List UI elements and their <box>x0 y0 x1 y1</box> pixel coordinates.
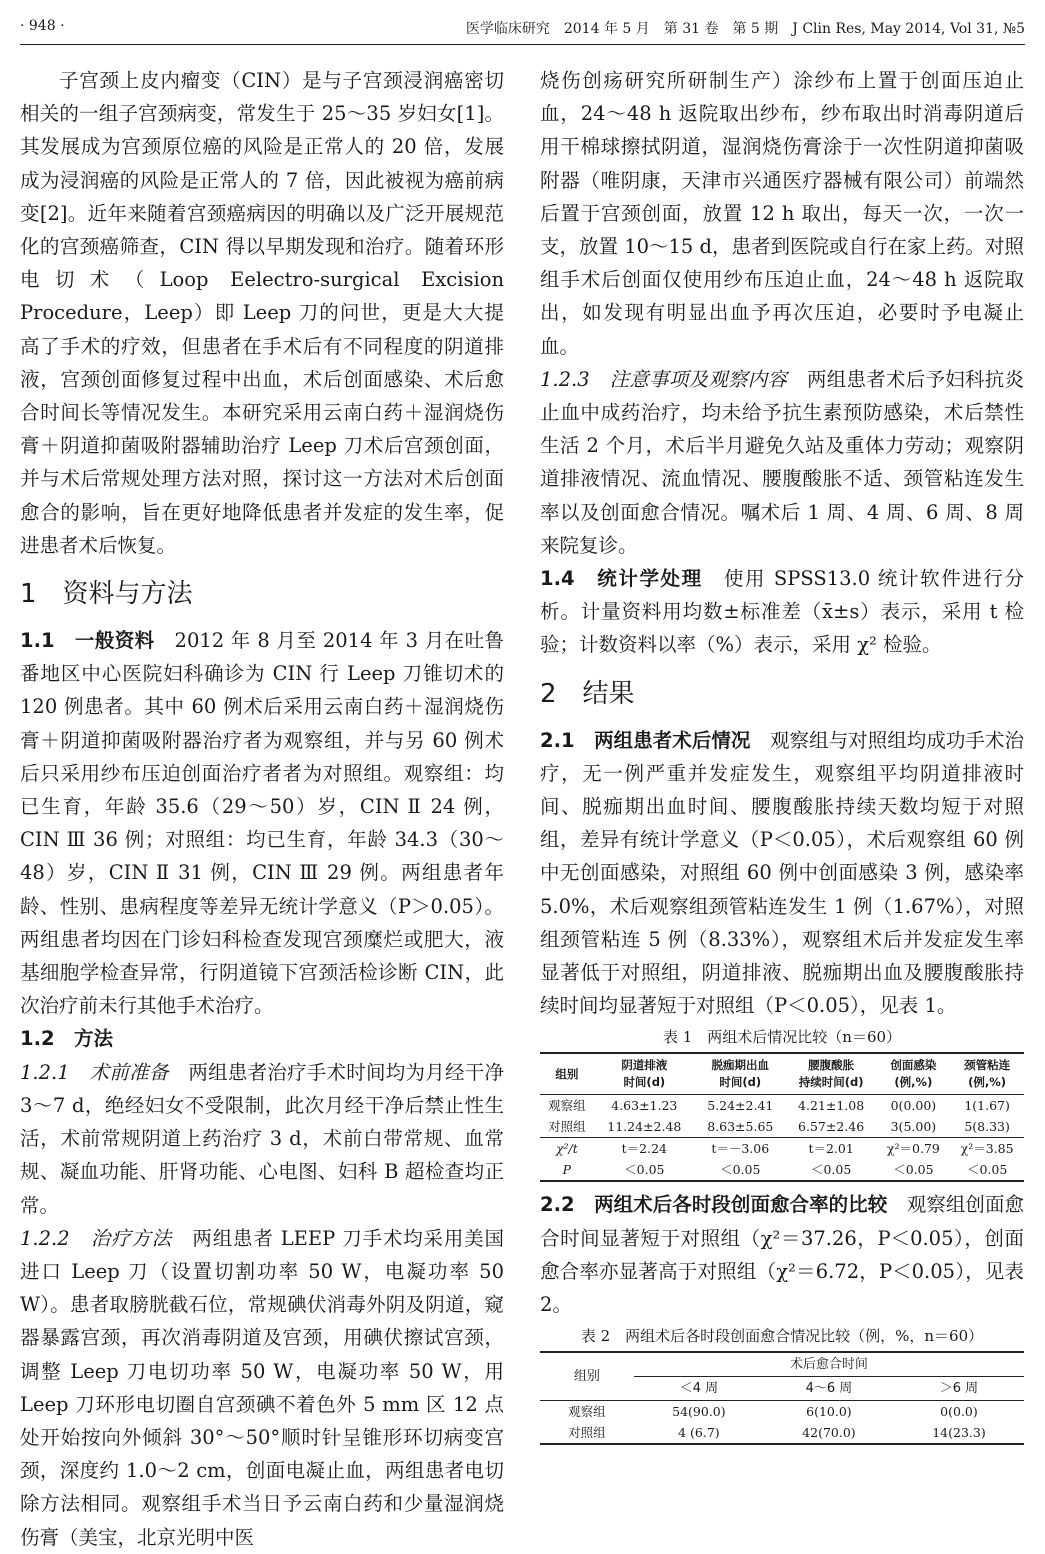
table-1-header-cell: 脱痂期出血 时间(d) <box>711 1058 770 1090</box>
intro-paragraph: 子宫颈上皮内瘤变（CIN）是与子宫颈浸润癌密切相关的一组子宫颈病变，常发生于 25～35 岁妇女[1]。其发展成为宫颈原位癌的风险是正常人的 20 倍，发展成为浸润癌的风险是正常人的 7 倍，因此被视为癌前病变[2]。近年来随着宫颈癌病因的明确以及广泛开展规范化的宫颈癌筛查，CIN 得以早期发现和治疗。随着环形电切术（Loop Eelectro-surgical Excision Procedure，Leep）即 Leep 刀的问世，更是大大提高了手术的疗效，但患者在手术后有不同程度的阴道排液，宫颈创面修复过程中出血，术后创面感染、术后愈合时间长等情况发生。本研究采用云南白药＋湿润烧伤膏＋阴道抑菌吸附器辅助治疗 Leep 刀术后宫颈创面，并与术后常规处理方法对照，探讨这一方法对术后创面愈合的影响，旨在更好地降低患者并发症的发生率，促进患者术后恢复。 <box>20 69 504 557</box>
table-2-header-cell: ＜4 周 <box>679 1381 719 1397</box>
table-1-header-cell: 创面感染 (例,%) <box>890 1058 937 1090</box>
table-cell: 4.21±1.08 <box>798 1098 865 1114</box>
table-row <box>540 1116 1024 1138</box>
section-1-4 <box>540 562 1024 662</box>
table-cell: ＜0.05 <box>624 1162 665 1178</box>
table-cell: 8.63±5.65 <box>707 1119 774 1135</box>
table-2 <box>540 1351 1024 1445</box>
section-1-2-3-text: 两组患者术后予妇科抗炎止血中成药治疗，均未给予抗生素预防感染，术后禁性生活 2 个月，术后半月避免久站及重体力劳动；观察阴道排液情况、流血情况、腰腹酸胀不适、颈管粘连发生率以及创面愈合情况。嘱术后 1 周、4 周、6 周、8 周来院复诊。 <box>540 367 1024 557</box>
table-cell: ＜0.05 <box>810 1162 852 1178</box>
section-1-2-2 <box>20 1222 504 1554</box>
table-cell: 对照组 <box>548 1119 586 1135</box>
table-cell: 11.24±2.48 <box>607 1119 682 1135</box>
table-1-caption: 表 1 两组术后情况比较（n＝60） <box>662 1028 902 1047</box>
section-1-4-label: 1.4 统计学处理 <box>540 567 703 591</box>
section-1-2-1 <box>20 1056 504 1222</box>
table-row <box>540 1138 1024 1160</box>
table-cell: 5(8.33) <box>964 1119 1010 1135</box>
section-1-1-text: 2012 年 8 月至 2014 年 3 月在吐鲁番地区中心医院妇科确诊为 CIN 行 Leep 刀锥切术的 120 例患者。其中 60 例术后采用云南白药＋湿润烧伤膏＋阴道抑菌吸附器治疗者为观察组，并与另 60 例术后只采用纱布压迫创面治疗者者为对照组。观察组：均已生育，年龄 35.6（29～50）岁，CIN Ⅱ 24 例，CIN Ⅲ 36 例；对照组：均已生育，年龄 34.3（30～48）岁，CIN Ⅱ 31 例，CIN Ⅲ 29 例。两组患者年龄、性别、患病程度等差异无统计学意义（P＞0.05）。两组患者均因在门诊妇科检查发现宫颈糜烂或肥大，液基细胞学检查异常，行阴道镜下宫颈活检诊断 CIN，此次治疗前未行其他手术治疗。 <box>20 629 504 1018</box>
table-cell: 1(1.67) <box>964 1098 1010 1114</box>
section-1-title: 1 资料与方法 <box>20 579 193 610</box>
continued-paragraph: 烧伤创疡研究所研制生产）涂纱布上置于创面压迫止血，24～48 h 返院取出纱布，纱布取出时消毒阴道后用干棉球擦拭阴道，湿润烧伤膏涂于一次性阴道抑菌吸附器（唯阴康，天津市兴通医疗器械有限公司）前端然后置于宫颈创面，放置 12 h 取出，每天一次，一次一支，放置 10～15 d，患者到医院或自行在家上药。对照组手术后创面仅使用纱布压迫止血，24～48 h 返院取出，如发现有明显出血予再次压迫，必要时予电凝止血。 <box>540 69 1025 358</box>
section-1-1-label: 1.1 一般资料 <box>20 629 155 653</box>
table-cell: 5.24±2.41 <box>707 1098 774 1114</box>
table-cell: 42(70.0) <box>802 1425 856 1441</box>
table-cell: 观察组 <box>548 1098 586 1114</box>
table-cell: ＜0.05 <box>720 1162 761 1178</box>
table-2-header-row <box>540 1352 1024 1377</box>
table-cell: χ²＝3.85 <box>960 1141 1014 1157</box>
table-row <box>540 1401 1024 1423</box>
section-2-2 <box>540 1188 1024 1321</box>
section-1-2-label: 1.2 方法 <box>20 1027 114 1051</box>
section-2-2-label: 2.2 两组术后各时段创面愈合率的比较 <box>540 1193 888 1217</box>
section-1-4-text: 使用 SPSS13.0 统计软件进行分析。计量资料用均数±标准差（x̄±s）表示，采用 t 检验；计数资料以率（%）表示，采用 χ² 检验。 <box>540 567 1025 657</box>
section-1-2-1-label: 1.2.1 术前准备 <box>20 1060 169 1084</box>
left-column <box>20 64 504 1554</box>
table-cell: 6(10.0) <box>806 1404 852 1420</box>
table-cell: 4 (6.7) <box>678 1425 720 1441</box>
table-row <box>540 1159 1024 1181</box>
section-1-1 <box>20 624 504 1022</box>
table-cell: ＜0.05 <box>966 1162 1008 1178</box>
page-number: · 948 · <box>20 18 65 34</box>
table-cell: 54(90.0) <box>672 1404 726 1420</box>
right-column <box>540 64 1024 1445</box>
table-2-header-cell: ＞6 周 <box>939 1381 979 1397</box>
section-2-1-label: 2.1 两组患者术后情况 <box>540 728 751 752</box>
section-1-2-1-text: 两组患者治疗手术时间均为月经干净 3～7 d，绝经妇女不受限制，此次月经干净后禁止性生活，术前常规阴道上药治疗 3 d，术前白带常规、血常规、凝血功能、肝肾功能、心电图、妇科 B 超检查均正常。 <box>20 1060 504 1217</box>
table-1-header-cell: 组别 <box>555 1066 579 1081</box>
table-cell: 对照组 <box>568 1425 606 1441</box>
section-1-2-3-label: 1.2.3 注意事项及观察内容 <box>540 367 788 391</box>
journal-running-head: 医学临床研究 2014 年 5 月 第 31 卷 第 5 期 J Clin Res, May 2014, Vol 31, №5 <box>465 21 1025 37</box>
section-1-2-3 <box>540 363 1024 562</box>
table-cell: t＝2.24 <box>621 1141 667 1157</box>
table-cell: P <box>562 1162 572 1178</box>
table-cell: ＜0.05 <box>893 1162 934 1178</box>
page-header <box>20 14 1025 45</box>
section-2-1 <box>540 724 1024 1023</box>
table-row <box>540 1422 1024 1444</box>
table-1-header-row <box>540 1053 1024 1095</box>
table-cell: χ²＝0.79 <box>886 1141 940 1157</box>
table-1-header-cell: 腰腹酸胀 持续时间(d) <box>798 1058 864 1090</box>
table-cell: 0(0.0) <box>940 1404 978 1420</box>
table-cell: 6.57±2.46 <box>798 1119 865 1135</box>
section-2-1-text: 观察组与对照组均成功手术治疗，无一例严重并发症发生，观察组平均阴道排液时间、脱痂期出血时间、腰腹酸胀持续天数均短于对照组，差异有统计学意义（P＜0.05），术后观察组 60 例中无创面感染，对照组 60 例中创面感染 3 例，感染率 5.0%，术后观察组颈管粘连发生 1 例（1.67%），对照组颈管粘连 5 例（8.33%），观察组术后并发症发生率显著低于对照组，阴道排液、脱痂期出血及腰腹酸胀持续时间均显著短于对照组（P＜0.05），见表 1。 <box>540 728 1024 1018</box>
table-cell: 14(23.3) <box>932 1425 986 1441</box>
table-cell: t＝－3.06 <box>711 1141 770 1157</box>
table-cell: 0(0.00) <box>890 1098 937 1114</box>
table-2-caption: 表 2 两组术后各时段创面愈合情况比较（例，%，n＝60） <box>580 1327 984 1346</box>
table-cell: t＝2.01 <box>808 1141 854 1157</box>
section-1-2-2-label: 1.2.2 治疗方法 <box>20 1226 173 1250</box>
table-cell: 4.63±1.23 <box>611 1098 678 1114</box>
table-1-header-cell: 阴道排液 时间(d) <box>621 1058 668 1090</box>
table-row <box>540 1095 1024 1117</box>
table-cell: 观察组 <box>568 1404 606 1420</box>
table-2-header-cell: 术后愈合时间 <box>634 1352 1024 1377</box>
table-cell: χ²/t <box>555 1141 578 1157</box>
section-1-2-2-text: 两组患者 LEEP 刀手术均采用美国进口 Leep 刀（设置切割功率 50 W，电凝功率 50 W）。患者取膀胱截石位，常规碘伏消毒外阴及阴道，窥器暴露宫颈，再次消毒阴道及宫颈，用碘伏擦试宫颈，调整 Leep 刀电切功率 50 W，电凝功率 50 W，用 Leep 刀环形电切圈自宫颈碘不着色外 5 mm 区 12 点处开始按向外倾斜 30°～50°顺时针呈锥形环切病变宫颈，深度约 1.0～2 cm，创面电凝止血，两组患者电切除方法相同。观察组手术当日予云南白药和少量湿润烧伤膏（美宝，北京光明中医 <box>20 1226 505 1549</box>
table-cell: 3(5.00) <box>890 1119 937 1135</box>
section-2-2-text: 观察组创面愈合时间显著短于对照组（χ²＝37.26，P＜0.05），创面愈合率亦显著高于对照组（χ²＝6.72，P＜0.05），见表 2。 <box>540 1193 1024 1317</box>
table-1-header-cell: 颈管粘连 (例,%) <box>964 1058 1011 1090</box>
table-1 <box>540 1052 1024 1182</box>
table-2-header-cell: 组别 <box>540 1352 634 1401</box>
table-2-header-cell: 4～6 周 <box>805 1381 853 1397</box>
section-2-title: 2 结果 <box>540 678 635 709</box>
